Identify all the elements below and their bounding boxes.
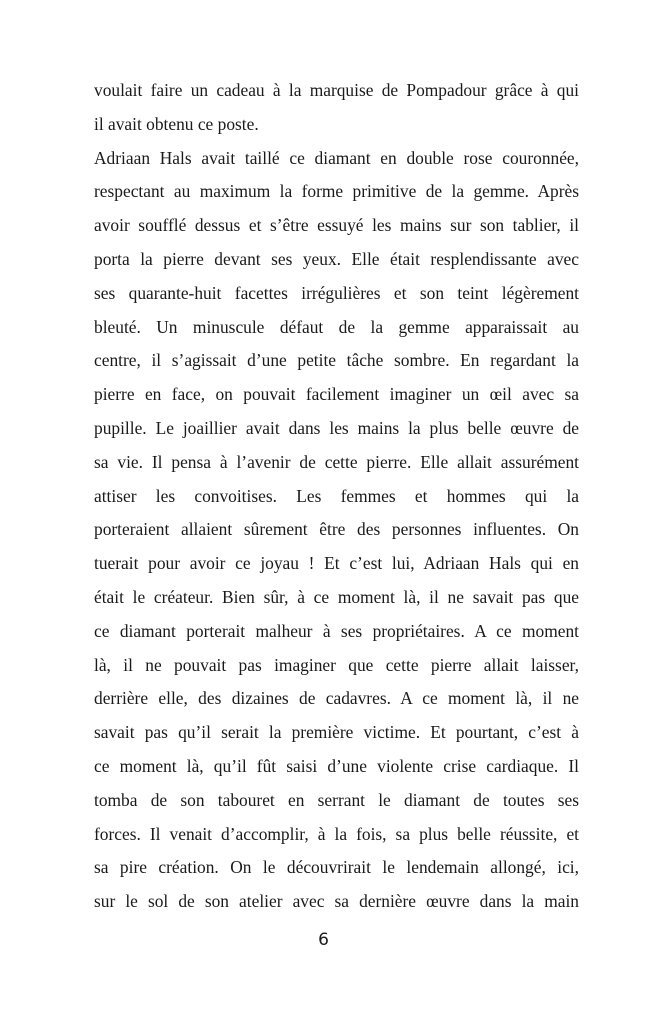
text-line: savait pas qu’il serait la première victime. Et pourtant, c’est à: [94, 722, 579, 743]
text-line: là, il ne pouvait pas imaginer que cette pierre allait laisser,: [94, 654, 579, 675]
text-line: il avait obtenu ce poste.: [94, 113, 259, 134]
paragraph-2: [94, 142, 579, 919]
text-line: voulait faire un cadeau à la marquise de Pompadour grâce à qui: [94, 80, 579, 100]
text-line: pierre en face, on pouvait facilement imaginer un œil avec sa: [94, 384, 579, 405]
paragraph-1: [94, 74, 579, 142]
text-line: tuerait pour avoir ce joyau ! Et c’est lui, Adriaan Hals qui en: [94, 553, 579, 574]
text-line: sa pire création. On le découvrirait le lendemain allongé, ici,: [94, 857, 579, 878]
text-line: porteraient allaient sûrement être des personnes influentes. On: [94, 519, 579, 540]
text-line: respectant au maximum la forme primitive de la gemme. Après: [94, 181, 579, 202]
text-line: forces. Il venait d’accomplir, à la fois, sa plus belle réussite, et: [94, 823, 579, 844]
text-line: ce diamant porterait malheur à ses propriétaires. A ce moment: [94, 620, 579, 641]
text-line: porta la pierre devant ses yeux. Elle était resplendissante avec: [94, 248, 579, 269]
text-line: Adriaan Hals avait taillé ce diamant en double rose couronnée,: [94, 147, 579, 168]
text-line: attiser les convoitises. Les femmes et hommes qui la: [94, 485, 579, 506]
text-line: tomba de son tabouret en serrant le diamant de toutes ses: [94, 789, 579, 810]
text-line: sur le sol de son atelier avec sa dernière œuvre dans la main: [94, 891, 579, 912]
page-number: 6: [318, 930, 329, 950]
text-line: sa vie. Il pensa à l’avenir de cette pierre. Elle allait assurément: [94, 451, 579, 472]
text-line: bleuté. Un minuscule défaut de la gemme apparaissait au: [94, 316, 579, 337]
text-line: pupille. Le joaillier avait dans les mains la plus belle œuvre de: [94, 417, 579, 438]
text-line: derrière elle, des dizaines de cadavres. A ce moment là, il ne: [94, 688, 579, 709]
text-line: était le créateur. Bien sûr, à ce moment là, il ne savait pas que: [94, 586, 579, 607]
text-line: avoir soufflé dessus et s’être essuyé les mains sur son tablier, il: [94, 215, 579, 236]
text-line: ses quarante-huit facettes irrégulières et son teint légèrement: [94, 282, 579, 303]
text-line: centre, il s’agissait d’une petite tâche sombre. En regardant la: [94, 350, 579, 371]
text-line: ce moment là, qu’il fût saisi d’une violente crise cardiaque. Il: [94, 755, 579, 776]
body-text: [94, 74, 579, 919]
